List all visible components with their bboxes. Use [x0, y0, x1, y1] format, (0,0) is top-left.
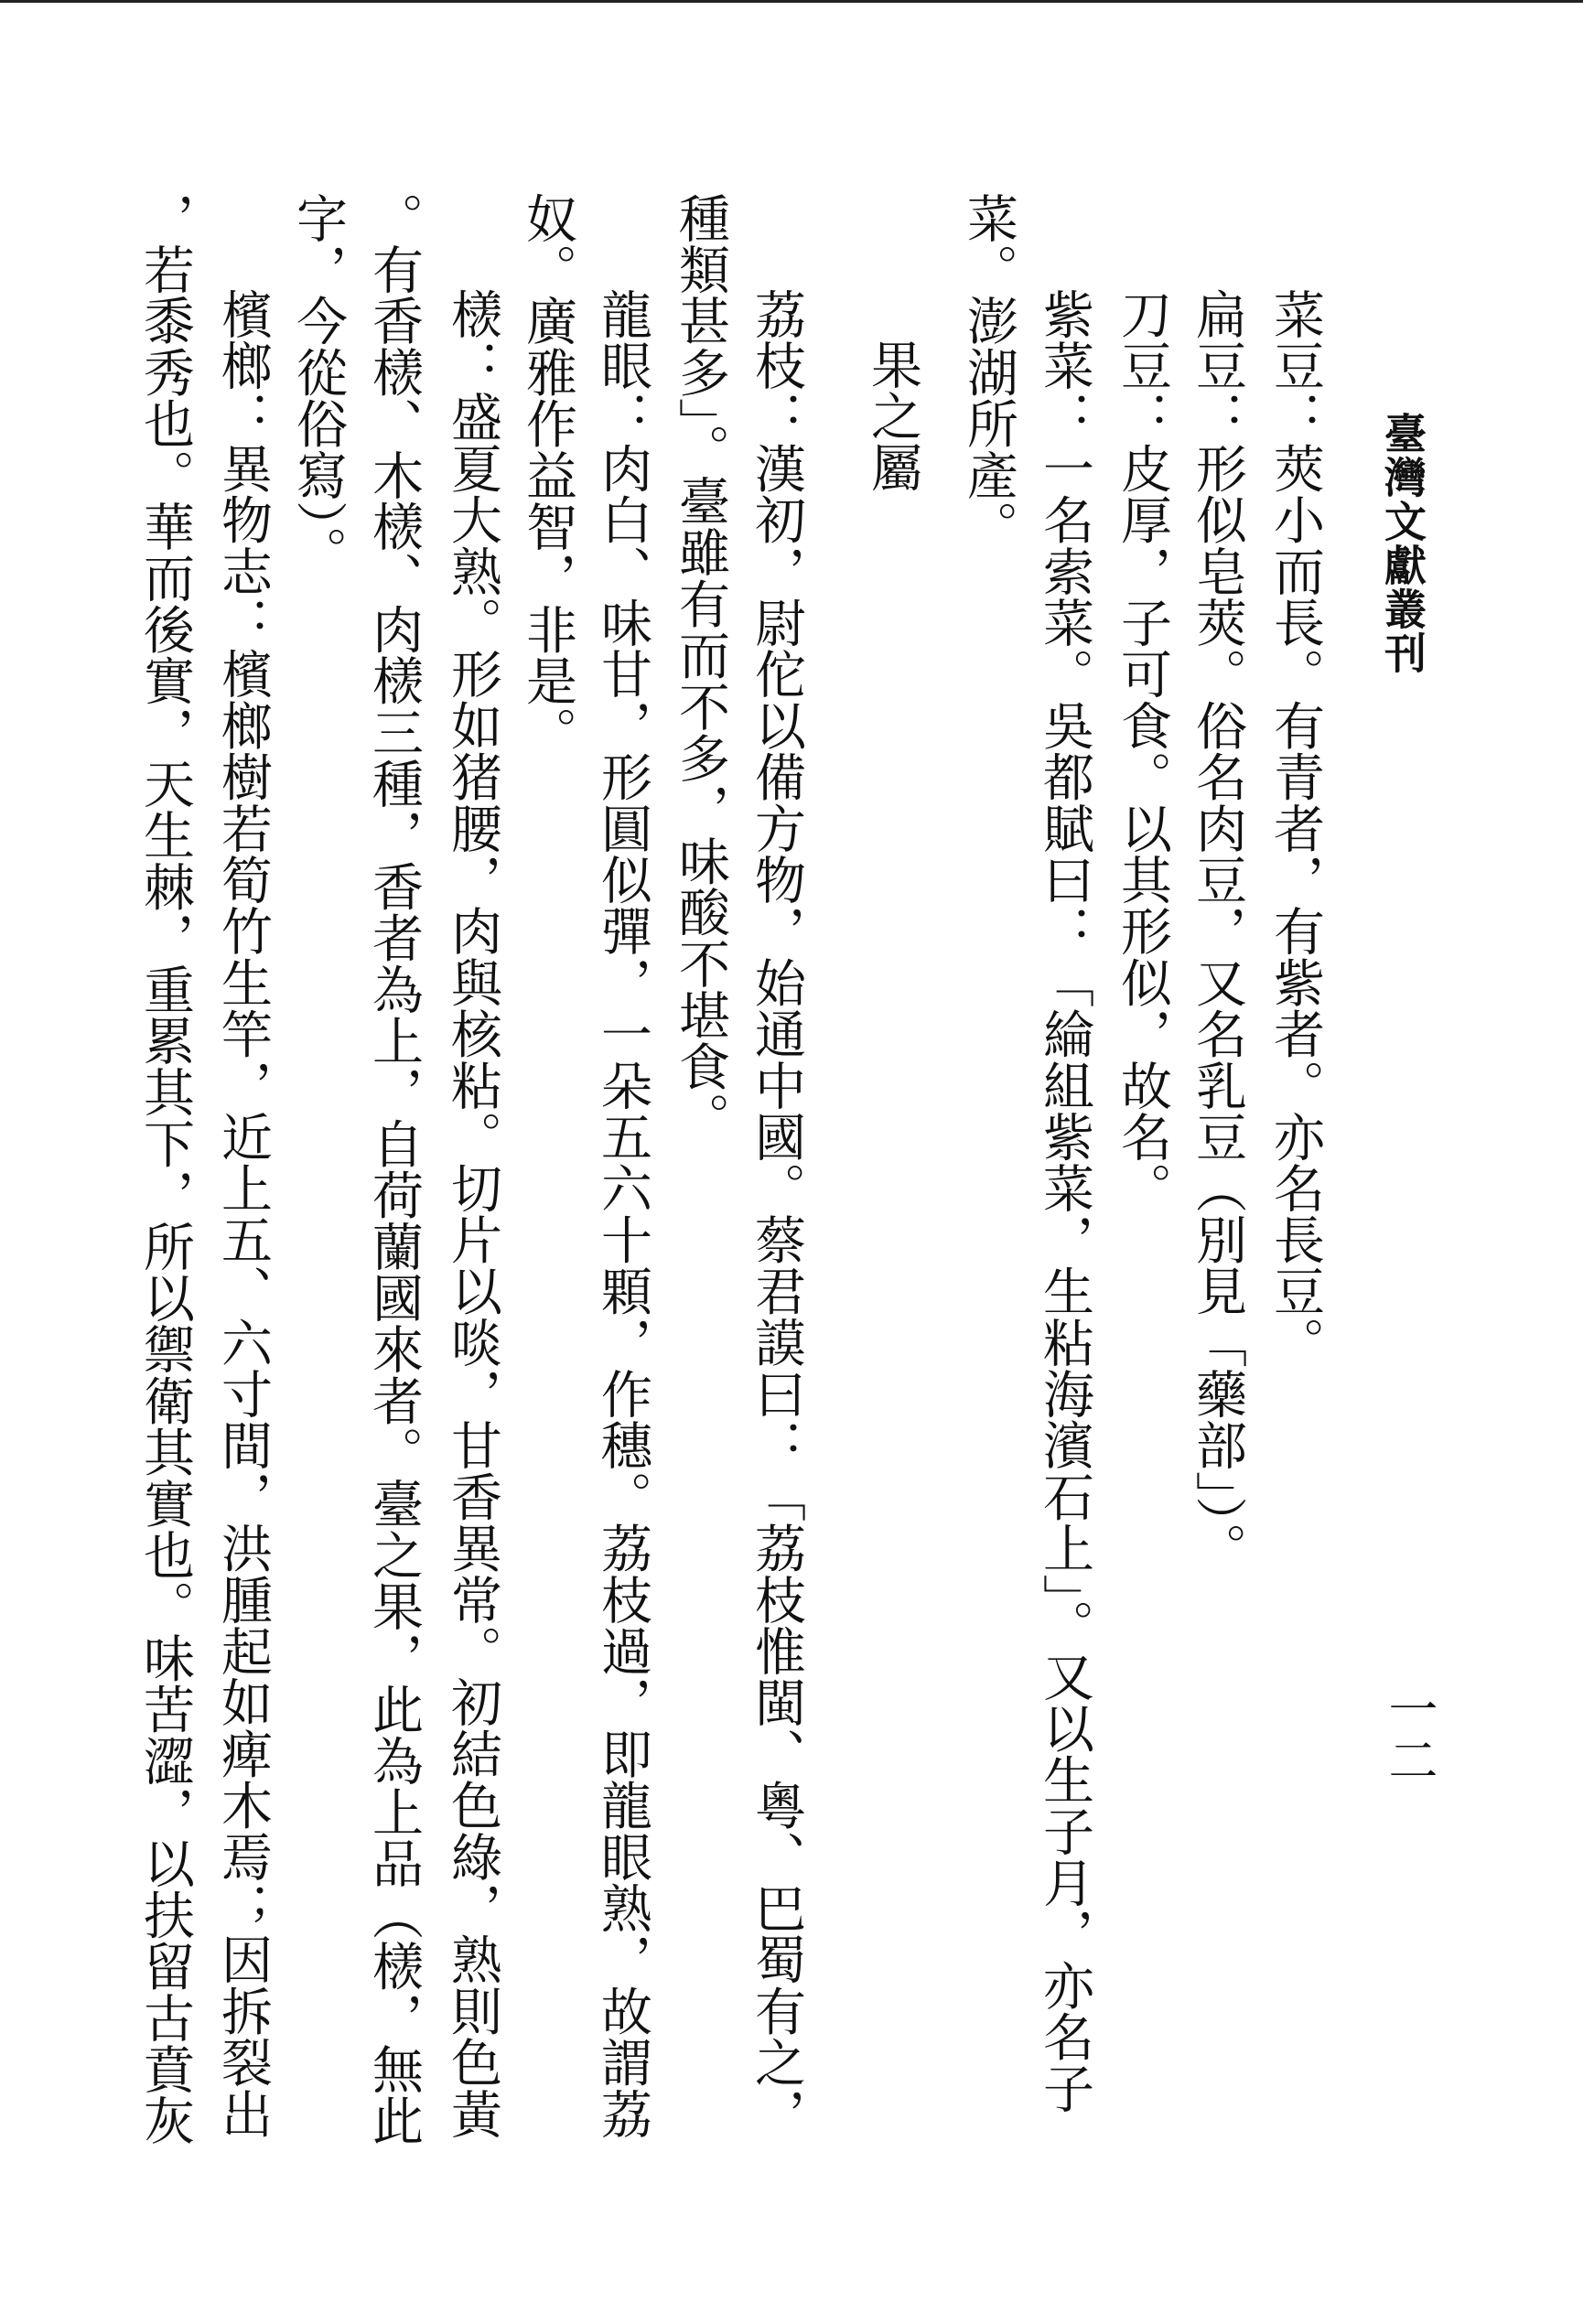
series-title: 臺灣文獻叢刊: [1378, 412, 1427, 675]
text-column: 字，今從俗寫）。: [288, 192, 348, 578]
text-column: 紫菜：一名索菜。吳都賦曰：「綸組紫菜，生粘海濱石上」。又以生子月，亦名子: [1035, 288, 1094, 2114]
text-column: 菜豆：莢小而長。有青者，有紫者。亦名長豆。: [1265, 288, 1325, 1369]
text-column: 龍眼：肉白、味甘，形圓似彈，一朵五六十顆，作穗。荔枝過，即龍眼熟，故謂荔: [593, 288, 652, 2140]
text-column: 荔枝：漢初，尉佗以備方物，始通中國。蔡君謨曰：「荔枝惟閩、粵、巴蜀有之，: [747, 288, 806, 2140]
text-column: 檳榔：異物志：檳榔樹若筍竹生竿，近上五、六寸間，洪腫起如痺木焉；因拆裂出: [213, 288, 273, 2140]
text-column: 檨：盛夏大熟。形如猪腰，肉與核粘。切片以啖，甘香異常。初結色綠，熟則色黃: [443, 288, 502, 2140]
text-column: ，若黍秀也。華而後實，天生棘，重累其下，所以禦衛其實也。味苦澀，以扶留古賁灰: [135, 192, 195, 2146]
text-column: 種類甚多」。臺雖有而不多，味酸不堪食。: [671, 192, 730, 1144]
text-column: 奴。廣雅作益智，非是。: [518, 192, 577, 759]
top-border-line: [0, 0, 1583, 3]
text-column: 。有香檨、木檨、肉檨三種，香者為上，自荷蘭國來者。臺之果，此為上品（檨，無此: [364, 192, 424, 2146]
section-heading: 果之屬: [863, 339, 922, 493]
page-number: 一二: [1381, 1684, 1438, 1786]
text-column: 刀豆：皮厚，子可食。以其形似，故名。: [1113, 288, 1172, 1214]
text-column: 扁豆：形似皂莢。俗名肉豆，又名乳豆（別見「藥部」）。: [1188, 288, 1247, 1575]
text-column: 菜。澎湖所產。: [959, 192, 1018, 553]
